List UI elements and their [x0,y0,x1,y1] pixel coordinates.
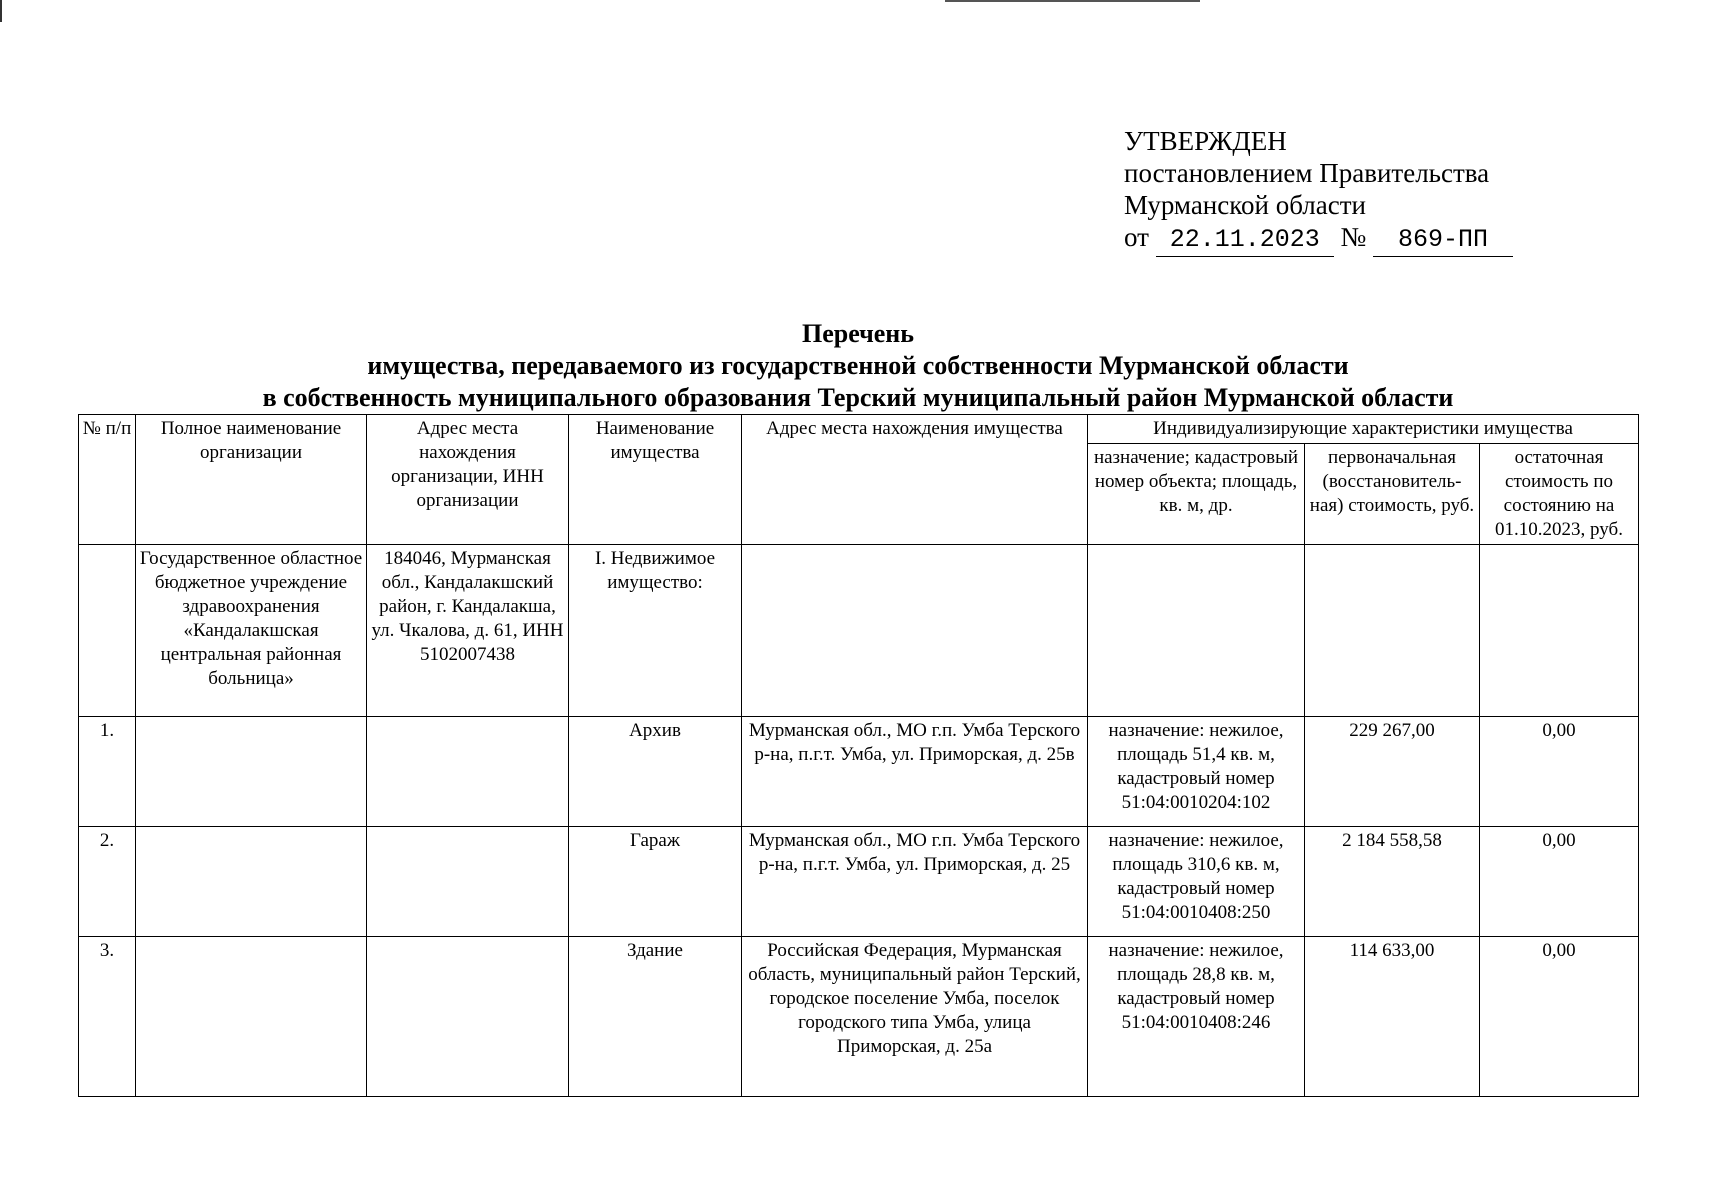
org-empty-cell [742,545,1088,717]
approval-date-line [1124,221,1513,257]
row-num: 3. [79,937,136,1097]
title-line-2: имущества, передаваемого из государственной собственности Мурманской области [367,351,1349,380]
header-org-address: Адрес места нахождения организации, ИНН организации [367,415,569,545]
row-org-address-cell [367,717,569,827]
row-org-cell [136,827,367,937]
document-title [78,318,1638,414]
row-property-name: Гараж [569,827,742,937]
row-purpose: назначение: нежилое, площадь 51,4 кв. м, кадастровый номер 51:04:0010204:102 [1088,717,1305,827]
number-prefix: № [1340,222,1367,252]
row-property-name: Здание [569,937,742,1097]
row-residual-cost: 0,00 [1480,827,1639,937]
org-address-cell: 184046, Мурманская обл., Кандалакшский район, г. Кандалакша, ул. Чкалова, д. 61, ИНН 5102007438 [367,545,569,717]
row-property-name: Архив [569,717,742,827]
org-num-cell [79,545,136,717]
row-property-address: Российская Федерация, Мурманская область, муниципальный район Терский, городское поселение Умба, поселок городского типа Умба, улица Приморская, д. 25а [742,937,1088,1097]
org-empty-cell [1480,545,1639,717]
row-residual-cost: 0,00 [1480,717,1639,827]
row-initial-cost: 114 633,00 [1305,937,1480,1097]
header-property-name: Наименование имущества [569,415,742,545]
approval-line-1: УТВЕРЖДЕН [1124,126,1287,156]
approval-stamp [1124,125,1513,257]
row-property-address: Мурманская обл., МО г.п. Умба Терского р-на, п.г.т. Умба, ул. Приморская, д. 25 [742,827,1088,937]
row-residual-cost: 0,00 [1480,937,1639,1097]
header-property-address: Адрес места нахождения имущества [742,415,1088,545]
table-row [79,937,1639,1097]
header-residual-cost: остаточная стоимость по состоянию на 01.10.2023, руб. [1480,444,1639,545]
header-org-name: Полное наименование организации [136,415,367,545]
header-purpose: назначение; кадастровый номер объекта; площадь, кв. м, др. [1088,444,1305,545]
row-org-cell [136,937,367,1097]
table-row [79,717,1639,827]
header-row-1 [79,415,1639,444]
property-table [78,414,1639,1097]
scan-edge-line [945,0,1200,2]
approval-number: 869-ПП [1373,224,1513,257]
org-empty-cell [1088,545,1305,717]
title-line-3: в собственность муниципального образования Терский муниципальный район Мурманской области [262,383,1454,412]
row-property-address: Мурманская обл., МО г.п. Умба Терского р-на, п.г.т. Умба, ул. Приморская, д. 25в [742,717,1088,827]
date-prefix: от [1124,222,1149,252]
title-line-1: Перечень [801,319,915,348]
row-org-cell [136,717,367,827]
scan-edge-mark [0,0,2,22]
row-num: 1. [79,717,136,827]
org-row [79,545,1639,717]
header-num: № п/п [79,415,136,545]
row-org-address-cell [367,937,569,1097]
org-name-cell: Государственное областное бюджетное учреждение здравоохранения «Кандалакшская центральная районная больница» [136,545,367,717]
org-empty-cell [1305,545,1480,717]
header-characteristics: Индивидуализирующие характеристики имущества [1088,415,1639,444]
header-initial-cost: первоначальная (восстановитель-ная) стоимость, руб. [1305,444,1480,545]
row-initial-cost: 229 267,00 [1305,717,1480,827]
table-row [79,827,1639,937]
section-title: I. Недвижимое имущество: [569,545,742,717]
approval-line-3: Мурманской области [1124,190,1366,220]
row-initial-cost: 2 184 558,58 [1305,827,1480,937]
row-purpose: назначение: нежилое, площадь 28,8 кв. м, кадастровый номер 51:04:0010408:246 [1088,937,1305,1097]
row-purpose: назначение: нежилое, площадь 310,6 кв. м, кадастровый номер 51:04:0010408:250 [1088,827,1305,937]
row-num: 2. [79,827,136,937]
approval-line-2: постановлением Правительства [1124,158,1490,188]
row-org-address-cell [367,827,569,937]
approval-date: 22.11.2023 [1156,224,1334,257]
